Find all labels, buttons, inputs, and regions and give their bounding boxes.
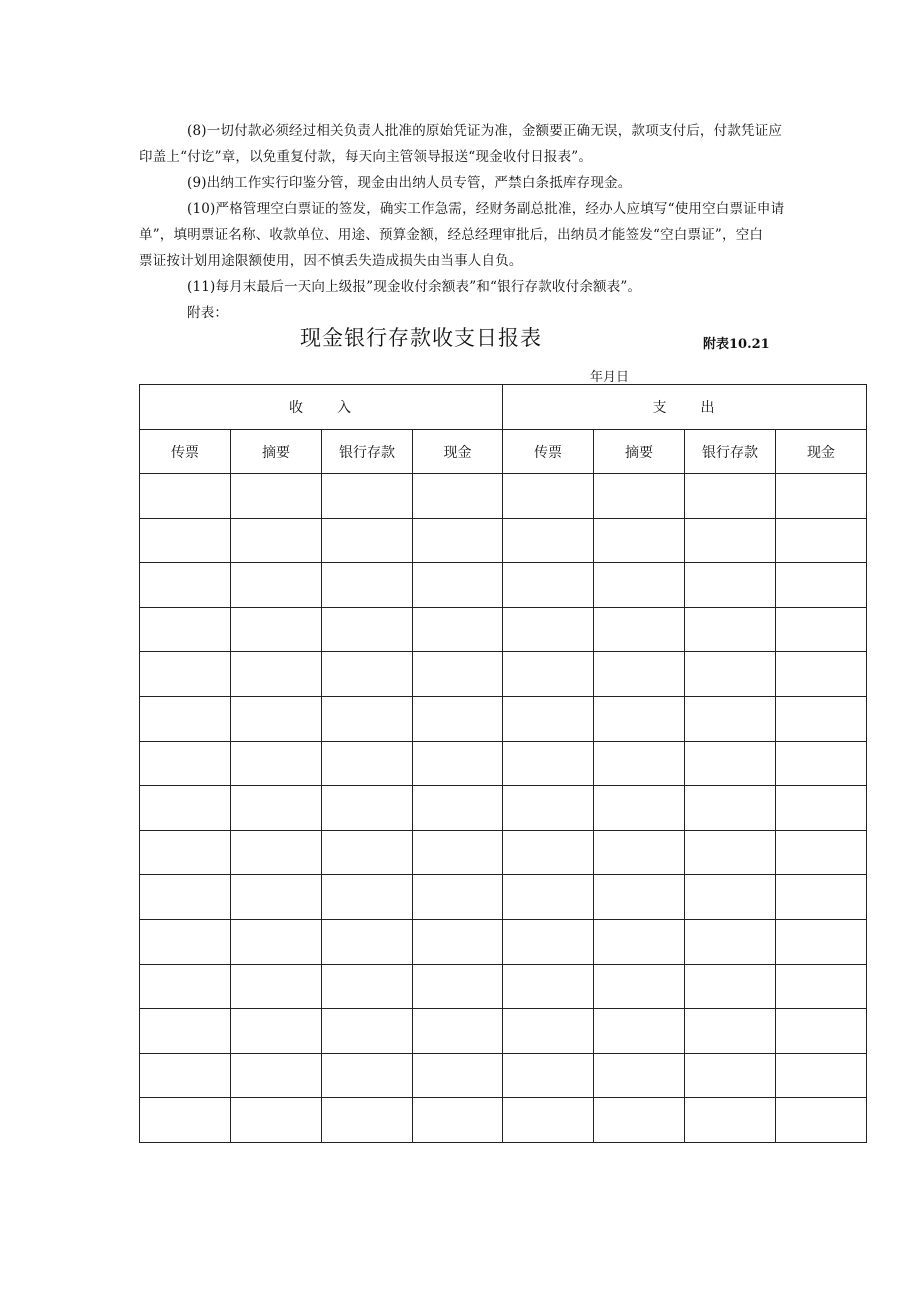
paragraph-10 — [139, 196, 867, 274]
table-cell — [231, 607, 322, 652]
table-cell — [322, 1098, 413, 1143]
col-income-summary: 摘要 — [231, 430, 322, 474]
table-cell — [231, 830, 322, 875]
table-cell — [322, 1009, 413, 1054]
table-cell — [413, 518, 503, 563]
table-cell — [685, 1053, 776, 1098]
paragraph-10-line-2: 单”，填明票证名称、收款单位、用途、预算金额，经总经理审批后，出纳员才能签发“空白票证”，空白 — [139, 227, 764, 243]
paragraph-8 — [139, 118, 867, 170]
table-cell — [140, 518, 231, 563]
col-expense-summary: 摘要 — [594, 430, 685, 474]
table-row — [140, 741, 867, 786]
table-cell — [413, 563, 503, 608]
table-cell — [685, 875, 776, 920]
table-cell — [140, 1098, 231, 1143]
table-cell — [594, 786, 685, 831]
table-cell — [231, 474, 322, 519]
table-cell — [685, 474, 776, 519]
table-cell — [413, 1053, 503, 1098]
table-cell — [685, 518, 776, 563]
table-cell — [594, 696, 685, 741]
table-cell — [685, 830, 776, 875]
column-header-row — [140, 430, 867, 474]
table-cell — [140, 652, 231, 697]
table-cell — [685, 1009, 776, 1054]
table-row — [140, 1053, 867, 1098]
table-cell — [685, 786, 776, 831]
col-income-voucher: 传票 — [140, 430, 231, 474]
table-cell — [322, 741, 413, 786]
table-cell — [140, 696, 231, 741]
form-title: 现金银行存款收支日报表 — [300, 326, 542, 350]
table-row — [140, 563, 867, 608]
table-cell — [413, 607, 503, 652]
table-cell — [685, 563, 776, 608]
paragraph-11-line-1: (11)每月末最后一天向上级报”现金收付余额表”和“银行存款收付余额表”。 — [187, 279, 642, 295]
table-cell — [322, 1053, 413, 1098]
col-income-cash: 现金 — [413, 430, 503, 474]
table-cell — [776, 875, 867, 920]
table-cell — [413, 652, 503, 697]
table-cell — [594, 1009, 685, 1054]
table-cell — [776, 563, 867, 608]
table-cell — [776, 964, 867, 1009]
table-cell — [140, 1053, 231, 1098]
table-cell — [594, 563, 685, 608]
table-cell — [594, 919, 685, 964]
table-cell — [140, 741, 231, 786]
table-cell — [413, 474, 503, 519]
table-cell — [685, 652, 776, 697]
paragraph-9 — [139, 170, 867, 196]
table-cell — [413, 964, 503, 1009]
table-cell — [685, 964, 776, 1009]
table-row — [140, 474, 867, 519]
table-cell — [231, 875, 322, 920]
table-cell — [685, 741, 776, 786]
table-cell — [776, 518, 867, 563]
table-row — [140, 1098, 867, 1143]
table-row — [140, 786, 867, 831]
paragraph-9-line-1: (9)出纳工作实行印鉴分管，现金由出纳人员专管，严禁白条抵库存现金。 — [187, 175, 632, 191]
table-cell — [503, 875, 594, 920]
table-cell — [322, 474, 413, 519]
table-cell — [231, 741, 322, 786]
table-cell — [140, 607, 231, 652]
table-cell — [140, 830, 231, 875]
table-cell — [503, 518, 594, 563]
table-cell — [413, 830, 503, 875]
table-row — [140, 696, 867, 741]
table-cell — [503, 474, 594, 519]
table-cell — [776, 474, 867, 519]
table-cell — [322, 875, 413, 920]
table-cell — [594, 1053, 685, 1098]
table-cell — [322, 830, 413, 875]
table-row — [140, 518, 867, 563]
col-income-bank-deposit: 银行存款 — [322, 430, 413, 474]
table-cell — [231, 652, 322, 697]
table-cell — [776, 652, 867, 697]
table-cell — [140, 875, 231, 920]
table-cell — [503, 964, 594, 1009]
daily-report-table — [139, 384, 867, 1143]
table-cell — [776, 607, 867, 652]
table-cell — [594, 741, 685, 786]
table-cell — [503, 786, 594, 831]
table-cell — [594, 652, 685, 697]
table-cell — [413, 696, 503, 741]
table-row — [140, 964, 867, 1009]
col-expense-cash: 现金 — [776, 430, 867, 474]
table-cell — [231, 696, 322, 741]
table-cell — [140, 563, 231, 608]
table-cell — [503, 652, 594, 697]
income-header: 收 入 — [140, 385, 503, 430]
table-cell — [503, 830, 594, 875]
table-cell — [503, 741, 594, 786]
table-cell — [231, 1098, 322, 1143]
table-cell — [140, 474, 231, 519]
table-cell — [685, 1098, 776, 1143]
col-expense-voucher: 传票 — [503, 430, 594, 474]
table-row — [140, 830, 867, 875]
table-cell — [776, 1098, 867, 1143]
table-row — [140, 652, 867, 697]
table-row — [140, 1009, 867, 1054]
table-cell — [503, 696, 594, 741]
table-cell — [231, 563, 322, 608]
table-cell — [231, 1053, 322, 1098]
table-cell — [776, 741, 867, 786]
table-cell — [776, 1009, 867, 1054]
table-cell — [503, 1053, 594, 1098]
table-cell — [140, 1009, 231, 1054]
table-cell — [776, 786, 867, 831]
expense-header: 支 出 — [503, 385, 867, 430]
form-reference-number: 附表10.21 — [703, 337, 770, 352]
table-cell — [685, 607, 776, 652]
table-cell — [322, 518, 413, 563]
table-row — [140, 919, 867, 964]
table-row — [140, 875, 867, 920]
form-date-label: 年月日 — [590, 370, 630, 385]
table-cell — [594, 875, 685, 920]
table-cell — [503, 919, 594, 964]
table-cell — [776, 919, 867, 964]
table-cell — [503, 563, 594, 608]
table-cell — [776, 830, 867, 875]
table-cell — [322, 919, 413, 964]
table-cell — [594, 474, 685, 519]
table-cell — [503, 1098, 594, 1143]
table-cell — [413, 1009, 503, 1054]
table-cell — [231, 786, 322, 831]
table-cell — [413, 786, 503, 831]
table-cell — [503, 607, 594, 652]
table-cell — [322, 786, 413, 831]
paragraph-8-line-1: (8)一切付款必须经过相关负责人批准的原始凭证为准，金额要正确无误，款项支付后，付款凭证应 — [187, 123, 783, 139]
table-cell — [594, 1098, 685, 1143]
table-cell — [413, 1098, 503, 1143]
table-cell — [776, 1053, 867, 1098]
table-cell — [322, 652, 413, 697]
appendix-label-text: 附表： — [187, 305, 229, 321]
table-cell — [231, 518, 322, 563]
table-cell — [594, 607, 685, 652]
table-cell — [413, 875, 503, 920]
table-cell — [322, 563, 413, 608]
table-cell — [413, 919, 503, 964]
table-cell — [685, 696, 776, 741]
table-cell — [322, 964, 413, 1009]
table-cell — [594, 518, 685, 563]
table-cell — [140, 919, 231, 964]
table-cell — [503, 1009, 594, 1054]
table-cell — [231, 964, 322, 1009]
table-cell — [231, 919, 322, 964]
table-cell — [594, 830, 685, 875]
table-cell — [594, 964, 685, 1009]
table-cell — [413, 741, 503, 786]
paragraph-11 — [139, 274, 867, 300]
table-cell — [140, 786, 231, 831]
col-expense-bank-deposit: 银行存款 — [685, 430, 776, 474]
table-cell — [776, 696, 867, 741]
table-cell — [140, 964, 231, 1009]
paragraph-8-line-2: 印盖上“付讫”章，以免重复付款，每天向主管领导报送“现金收付日报表”。 — [139, 149, 593, 165]
table-row — [140, 607, 867, 652]
paragraph-10-line-3: 票证按计划用途限额使用，因不慎丢失造成损失由当事人自负。 — [139, 253, 523, 269]
table-cell — [685, 919, 776, 964]
table-cell — [322, 696, 413, 741]
paragraph-10-line-1: (10)严格管理空白票证的签发，确实工作急需，经财务副总批准，经办人应填写“使用空白票证申请 — [187, 201, 785, 217]
table-cell — [231, 1009, 322, 1054]
table-cell — [322, 607, 413, 652]
group-header-row — [140, 385, 867, 430]
